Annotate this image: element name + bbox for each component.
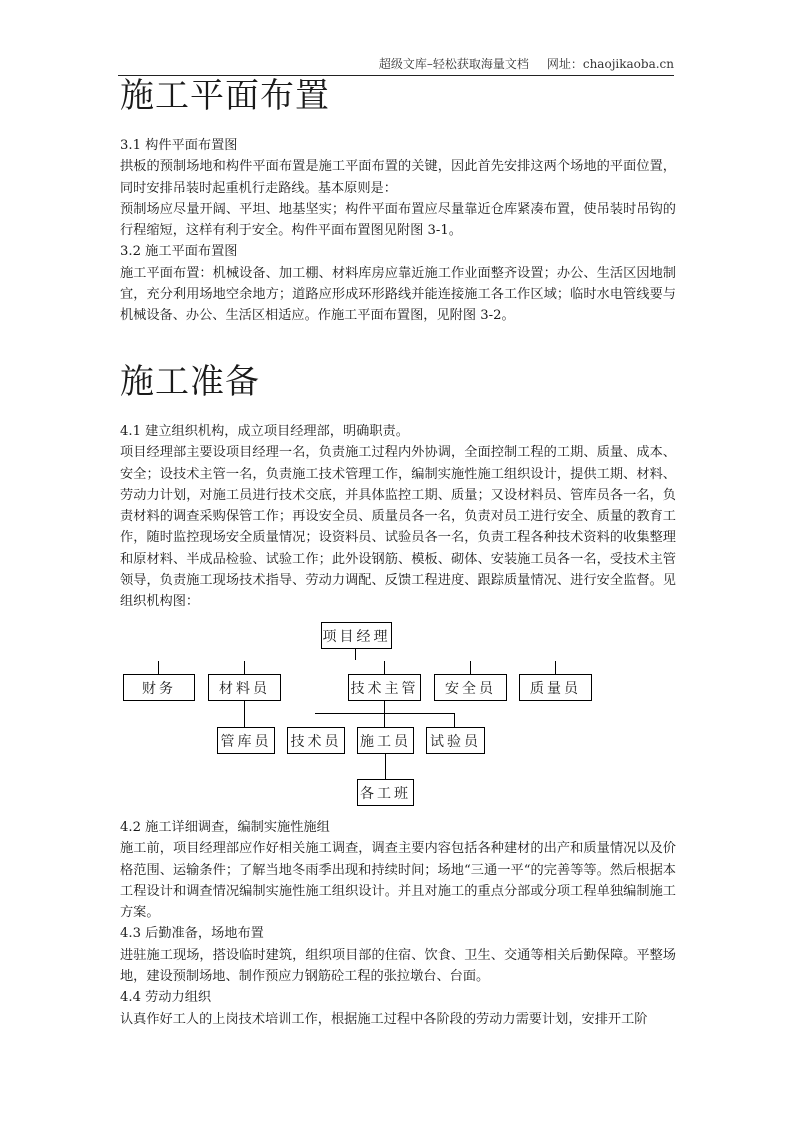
connector-line (385, 753, 386, 779)
connector-line (158, 661, 159, 674)
paragraph-4-4: 认真作好工人的上岗技术培训工作，根据施工过程中各阶段的劳动力需要计划，安排开工阶 (120, 1011, 648, 1027)
heading-3-2: 3.2 施工平面布置图 (120, 244, 238, 260)
connector-line (355, 648, 356, 660)
header-site-url: 网址：chaojikaoba.cn (546, 57, 674, 71)
org-node-finance: 财务 (123, 674, 195, 701)
section-4-2-4-4-body (120, 817, 676, 1030)
connector-line (244, 661, 245, 674)
connector-line (454, 713, 455, 727)
paragraph-4-2: 施工前，项目经理部应作好相关施工调查，调查主要内容包括各种建材的出产和质量情况以及价格范围、运输条件；了解当地冬雨季出现和持续时间；场地“三通一平“的完善等等。然后根据本工程设计和调查情况编制实施性施工组织设计。并且对施工的重点分部或分项工程单独编制施工方案。 (120, 841, 676, 921)
org-node-technical-supervisor: 技术主管 (348, 674, 421, 701)
connector-line (244, 700, 245, 727)
section-4-1-body (120, 421, 676, 613)
paragraph-4-3: 进驻施工现场，搭设临时建筑，组织项目部的住宿、饮食、卫生、交通等相关后勤保障。平整场地，建设预制场地、制作预应力钢筋砼工程的张拉墩台、台面。 (120, 947, 676, 985)
org-node-quality-officer: 质量员 (519, 674, 592, 701)
connector-line (470, 661, 471, 674)
heading-3-1: 3.1 构件平面布置图 (120, 138, 238, 153)
section-4-title: 施工准备 (120, 362, 260, 402)
org-node-work-teams: 各工班 (357, 779, 414, 806)
heading-4-1: 4.1 建立组织机构，成立项目经理部，明确职责。 (120, 424, 409, 439)
org-node-warehouse-keeper: 管库员 (217, 727, 275, 754)
org-node-project-manager: 项目经理 (321, 622, 392, 649)
org-node-test-officer: 试验员 (426, 727, 485, 754)
connector-bus (315, 713, 455, 714)
paragraph-3-2: 施工平面布置：机械设备、加工棚、材料库房应靠近施工作业面整齐设置；办公、生活区因地制宜，充分利用场地空余地方；道路应形成环形路线并能连接施工各工作区域；临时水电管线要与机械设备、办公、生活区相适应。作施工平面布置图，见附图 3-2。 (120, 265, 676, 324)
connector-line (384, 700, 385, 727)
heading-4-3: 4.3 后勤准备，场地布置 (120, 926, 264, 942)
heading-4-2: 4.2 施工详细调查，编制实施性施组 (120, 820, 330, 835)
org-node-safety-officer: 安全员 (434, 674, 507, 701)
section-3-title: 施工平面布置 (120, 76, 330, 116)
page-header (118, 55, 674, 76)
connector-line (384, 661, 385, 674)
paragraph-3-1-a: 拱板的预制场地和构件平面布置是施工平面布置的关键，因此首先安排这两个场地的平面位置，同时安排吊装时起重机行走路线。基本原则是： (120, 159, 676, 196)
paragraph-3-1-b: 预制场应尽量开阔、平坦、地基坚实；构件平面布置应尽量靠近仓库紧凑布置，使吊装时吊钩的行程缩短，这样有利于安全。构件平面布置图见附图 3-1。 (120, 201, 676, 239)
org-node-technician: 技术员 (287, 727, 345, 754)
paragraph-4-1: 项目经理部主要设项目经理一名，负责施工过程内外协调，全面控制工程的工期、质量、成本、安全；设技术主管一名，负责施工技术管理工作，编制实施性施工组织设计，提供工期、材料、劳动力计划，对施工员进行技术交底，并具体监控工期、质量；又设材料员、管库员各一名，负责材料的调查采购保管工作；再设安全员、质量员各一名，负责对员工进行安全、质量的教育工作，随时监控现场安全质量情况；设资料员、试验员各一名，负责工程各种技术资料的收集整理和原材料、半成品检验、试验工作；此外设钢筋、模板、砌体、安装施工员各一名，受技术主管领导，负责施工现场技术指导、劳动力调配、反馈工程进度、跟踪质量情况、进行安全监督。见组织机构图： (120, 445, 676, 610)
section-3-body (120, 135, 676, 327)
connector-line (555, 661, 556, 674)
org-node-material-officer: 材料员 (208, 674, 281, 701)
header-site-name: 超级文库–轻松获取海量文档 (378, 57, 529, 71)
heading-4-4: 4.4 劳动力组织 (120, 990, 212, 1006)
org-node-construction-officer: 施工员 (357, 727, 414, 754)
